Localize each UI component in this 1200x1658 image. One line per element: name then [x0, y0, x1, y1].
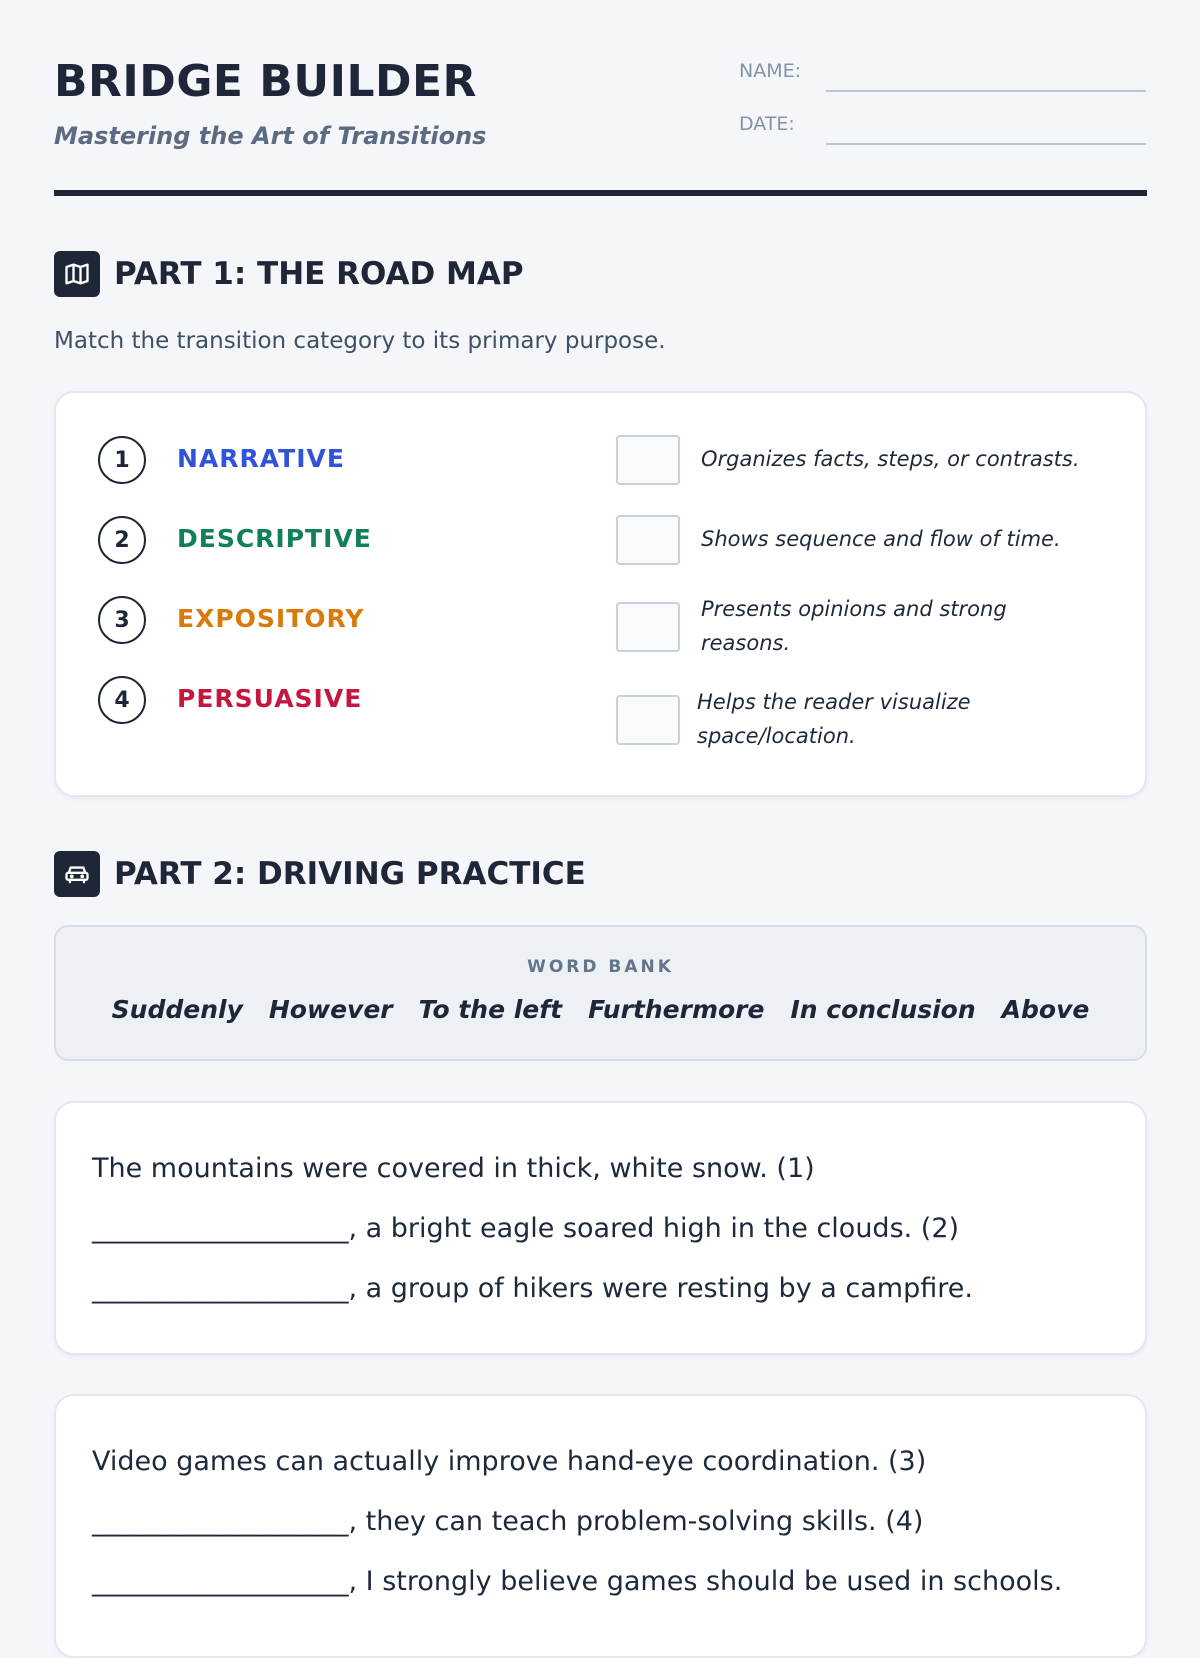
part1-heading — [54, 251, 524, 297]
passage-sentence: The mountains were covered in thick, white snow. (1) — [92, 1153, 815, 1184]
category-narrative: NARRATIVE — [177, 444, 345, 473]
passage-sentence-blank[interactable]: ___________________, I strongly believe games should be used in schools. — [92, 1566, 1063, 1597]
passage-sentence-blank[interactable]: ___________________, a bright eagle soared high in the clouds. (2) — [92, 1213, 960, 1244]
category-expository: EXPOSITORY — [177, 604, 365, 633]
word-bank-item: Furthermore — [588, 995, 765, 1024]
part1-title: PART 1: THE ROAD MAP — [114, 256, 524, 292]
category-number: 1 — [98, 436, 146, 484]
word-bank-item: To the left — [418, 995, 563, 1024]
worksheet-subtitle: Mastering the Art of Transitions — [54, 122, 487, 150]
practice-passage-1 — [54, 1101, 1147, 1355]
category-number: 2 — [98, 516, 146, 564]
part2-title: PART 2: DRIVING PRACTICE — [114, 856, 586, 892]
name-label: NAME: — [739, 60, 802, 82]
word-bank-item: Above — [1001, 995, 1090, 1024]
passage-sentence-blank[interactable]: ___________________, they can teach problem-solving skills. (4) — [92, 1506, 924, 1537]
part1-instructions: Match the transition category to its primary purpose. — [54, 328, 666, 354]
worksheet-title: BRIDGE BUILDER — [54, 56, 477, 107]
word-bank-item: Suddenly — [111, 995, 243, 1024]
word-bank-words — [56, 995, 1145, 1024]
word-bank-title: WORD BANK — [527, 957, 674, 977]
category-descriptive: DESCRIPTIVE — [177, 524, 372, 553]
name-field[interactable] — [826, 90, 1146, 92]
answer-box[interactable] — [616, 695, 680, 745]
category-number: 4 — [98, 676, 146, 724]
word-bank — [54, 925, 1147, 1061]
purpose-text: Presents opinions and strong reasons. — [701, 597, 1007, 655]
purpose-text: Helps the reader visualize space/location. — [697, 690, 971, 748]
header-divider — [54, 190, 1147, 196]
date-field[interactable] — [826, 143, 1146, 145]
answer-box[interactable] — [616, 602, 680, 652]
matching-card — [54, 391, 1147, 797]
word-bank-item: In conclusion — [790, 995, 976, 1024]
category-persuasive: PERSUASIVE — [177, 684, 363, 713]
answer-box[interactable] — [616, 515, 680, 565]
date-label: DATE: — [739, 113, 795, 135]
part2-heading — [54, 851, 586, 897]
answer-box[interactable] — [616, 435, 680, 485]
car-icon — [54, 851, 100, 897]
category-number: 3 — [98, 596, 146, 644]
word-bank-item: However — [268, 995, 393, 1024]
purpose-text: Shows sequence and flow of time. — [701, 527, 1061, 551]
purpose-text: Organizes facts, steps, or contrasts. — [701, 447, 1080, 471]
practice-passage-2 — [54, 1394, 1147, 1658]
map-icon — [54, 251, 100, 297]
passage-sentence: Video games can actually improve hand-eye coordination. (3) — [92, 1446, 927, 1477]
passage-sentence-blank[interactable]: ___________________, a group of hikers were resting by a campfire. — [92, 1273, 973, 1304]
